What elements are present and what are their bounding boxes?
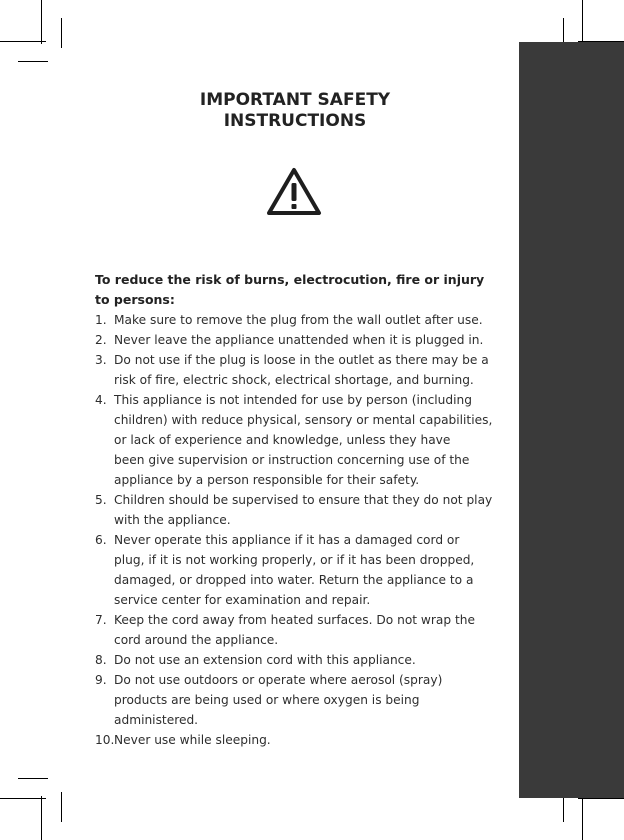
list-item-line: with the appliance.	[114, 513, 231, 527]
list-item-number: 1.	[95, 313, 107, 327]
crop-mark	[582, 0, 583, 44]
list-item-number: 6.	[95, 533, 107, 547]
list-item	[95, 350, 500, 390]
list-item-line: damaged, or dropped into water. Return the appliance to a	[114, 573, 474, 587]
list-item-number: 3.	[95, 353, 107, 367]
crop-mark	[61, 18, 62, 48]
list-item-number: 10.	[95, 733, 115, 747]
crop-mark	[0, 798, 46, 799]
list-item-number: 8.	[95, 653, 107, 667]
title-line-1: IMPORTANT SAFETY	[199, 90, 391, 110]
list-item-line: Never leave the appliance unattended when it is plugged in.	[114, 333, 484, 347]
list-item-line: Children should be supervised to ensure that they do not play	[114, 493, 493, 507]
list-item-line: Do not use if the plug is loose in the outlet as there may be a	[114, 353, 489, 367]
list-item-line: Never operate this appliance if it has a damaged cord or	[114, 533, 460, 547]
list-item-line: Do not use outdoors or operate where aerosol (spray)	[114, 673, 443, 687]
list-item-line: administered.	[114, 713, 199, 727]
side-tab	[519, 42, 624, 798]
list-item-number: 7.	[95, 613, 107, 627]
list-item-line: Make sure to remove the plug from the wall outlet after use.	[114, 313, 483, 327]
intro-text	[95, 270, 500, 310]
list-item-line: or lack of experience and knowledge, unless they have	[114, 433, 451, 447]
list-item-line: Do not use an extension cord with this appliance.	[114, 653, 416, 667]
list-item-line: This appliance is not intended for use by person (including	[114, 393, 472, 407]
list-item-number: 4.	[95, 393, 107, 407]
list-item-line: Keep the cord away from heated surfaces. Do not wrap the	[114, 613, 475, 627]
crop-mark	[18, 778, 48, 779]
list-item	[95, 530, 500, 610]
page-title	[150, 90, 440, 132]
crop-mark	[18, 61, 48, 62]
list-item	[95, 390, 500, 490]
list-item-number: 2.	[95, 333, 107, 347]
crop-mark	[578, 798, 624, 799]
list-item	[95, 650, 500, 670]
crop-mark	[41, 0, 42, 44]
safety-instructions	[95, 270, 500, 750]
list-item	[95, 610, 500, 650]
list-item-number: 5.	[95, 493, 107, 507]
intro-line-2: to persons:	[95, 292, 175, 307]
list-item	[95, 330, 500, 350]
crop-mark	[41, 796, 42, 840]
instruction-list	[95, 310, 500, 750]
list-item-line: cord around the appliance.	[114, 633, 279, 647]
list-item-line: plug, if it is not working properly, or if it has been dropped,	[114, 553, 475, 567]
list-item-number: 9.	[95, 673, 107, 687]
list-item	[95, 490, 500, 530]
list-item-line: products are being used or where oxygen is being	[114, 693, 420, 707]
list-item	[95, 670, 500, 730]
list-item	[95, 730, 500, 750]
intro-line-1: To reduce the risk of burns, electrocution, fire or injury	[95, 272, 485, 287]
list-item-line: Never use while sleeping.	[114, 733, 271, 747]
crop-mark	[582, 796, 583, 840]
list-item-line: risk of fire, electric shock, electrical shortage, and burning.	[114, 373, 474, 387]
crop-mark	[61, 792, 62, 822]
warning-triangle-icon	[266, 166, 322, 216]
title-line-2: INSTRUCTIONS	[223, 111, 367, 131]
list-item	[95, 310, 500, 330]
list-item-line: children) with reduce physical, sensory or mental capabilities,	[114, 413, 493, 427]
list-item-line: been give supervision or instruction concerning use of the	[114, 453, 470, 467]
list-item-line: appliance by a person responsible for their safety.	[114, 473, 420, 487]
crop-mark	[0, 41, 46, 42]
list-item-line: service center for examination and repair.	[114, 593, 371, 607]
